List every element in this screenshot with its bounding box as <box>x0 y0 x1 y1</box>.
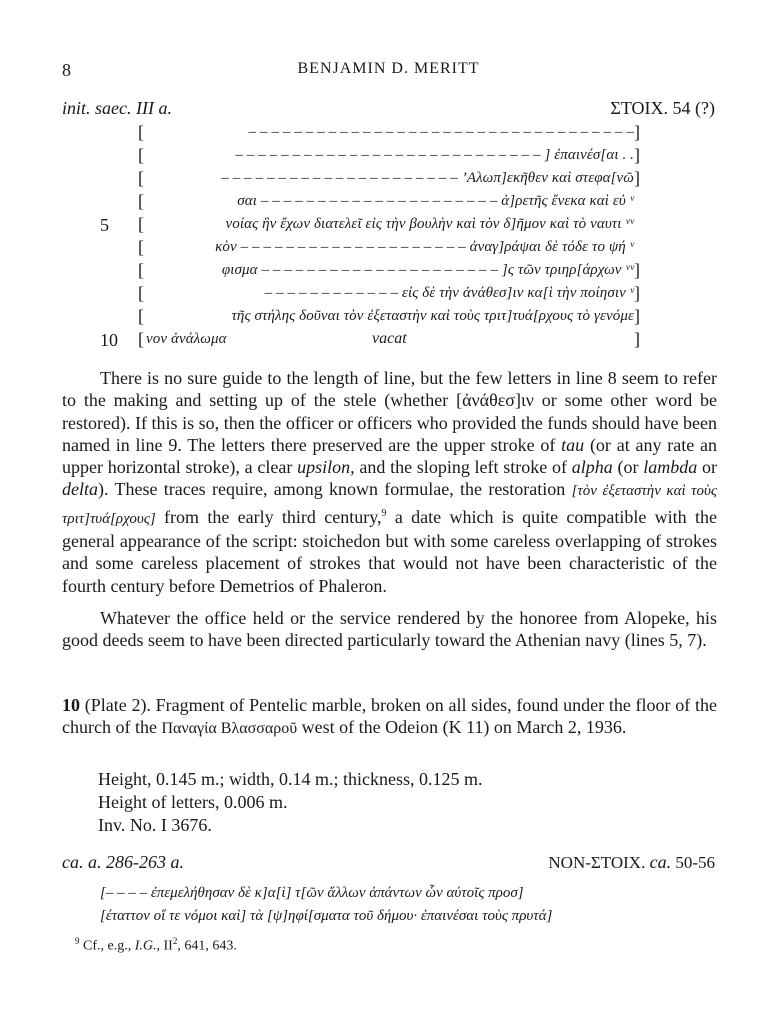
inscription-line <box>0 214 777 237</box>
line-text: κὸν – – – – – – – – – – – – – – – – – – – – ἀναγ]ράψαι δὲ τόδε το ψή ᵛ <box>215 239 634 255</box>
description-text: west of the Odeion (K 11) on March 2, 1936. <box>297 717 627 738</box>
inscription-line <box>0 168 777 191</box>
left-bracket: [ <box>138 214 144 234</box>
stoich-range: 50-56 <box>671 853 715 872</box>
inscription-line <box>0 122 777 145</box>
right-bracket: ] <box>634 283 640 303</box>
greek-restoration: [τὸν ἐξεταστὴν καὶ τοὺς τριτ]τυά[ρχους] <box>62 483 717 527</box>
church-name: Παναγία Βλασσαροῦ <box>161 720 298 738</box>
footnote-ref[interactable]: 9 <box>381 507 387 519</box>
inscription2-line: [έταττον οἵ τε νόμοι καὶ] τὰ [ψ]ηφί[σματα τοῦ δήμου· ἐπαινέσαι τοὺς πρυτά] <box>100 908 553 924</box>
inscription2-date: ca. a. 286-263 a. <box>62 852 184 872</box>
line-text: τῆς στήλης δοῦναι τὸν ἐξεταστὴν καὶ τοὺς τριτ]τυά[ρχους τὸ γενόμε <box>231 308 634 324</box>
inscription-line <box>0 145 777 168</box>
inscription-line <box>0 283 777 306</box>
commentary-text: There is no sure guide to the length of line, but the few letters in line 8 seem to refer to the making and setting up of the stele (whether [ἀνάθεσ]ιν or some other word be restored). If this is so, then the officer or officers who provided the funds should have been named in line 9. The letters there preserved are the upper stroke of <box>62 368 717 455</box>
inscription-line <box>0 237 777 260</box>
inscription-date: init. saec. III a. <box>62 98 172 118</box>
inscription2-text <box>100 882 552 928</box>
inscription-stoich: ΣΤΟΙΧ. 54 (?) <box>610 98 715 118</box>
vacat-note: vacat <box>372 330 407 347</box>
line-text: νοίας ἣν ἔχων διατελεῖ εἰς τὴν βουλὴν καὶ τὸν δ]ῆμον καὶ τὸ ναυτι ᵛᵛ <box>225 216 634 232</box>
commentary-text: ). These traces require, among known formulae, the restoration <box>98 479 572 500</box>
right-bracket: ] <box>634 260 640 280</box>
inscription2-line: [– – – – ἐπεμελήθησαν δὲ κ]α[ὶ] τ[ῶν ἄλλων ἁπάντων ὧν αὐτοῖς προσ] <box>100 885 524 901</box>
commentary-text: (or at any rate an upper horizontal stroke), a clear <box>62 434 717 478</box>
inscription-line <box>0 191 777 214</box>
line-text: σαι – – – – – – – – – – – – – – – – – – – – – ἀ]ρετῆς ἕνεκα καὶ εὐ ᵛ <box>237 193 634 209</box>
left-bracket: [ <box>138 145 144 165</box>
inscription-line <box>0 260 777 283</box>
right-bracket: ] <box>634 306 640 326</box>
term-lambda: lambda <box>643 457 698 478</box>
footnote <box>75 936 237 955</box>
right-bracket: ] <box>634 168 640 188</box>
line-text: νον ἀνάλωμα <box>146 331 227 347</box>
line-text: – – – – – – – – – – – – εἰς δὲ τὴν ἀνάθεσ]ιν κα[ὶ τὴν ποίησιν ᵛ <box>264 285 634 301</box>
left-bracket: [ <box>138 260 144 280</box>
term-delta: delta <box>62 479 98 500</box>
line-number: 5 <box>100 215 109 235</box>
letter-height: Height of letters, 0.006 m. <box>98 792 288 812</box>
left-bracket: [ <box>138 306 144 326</box>
commentary-text: Whatever the office held or the service rendered by the honoree from Alopeke, his good deeds seem to have been directed particularly toward the Athenian navy (lines 5, 7). <box>62 608 717 651</box>
running-head: BENJAMIN D. MERITT <box>297 60 480 77</box>
stoich-ca: ca. <box>649 852 672 872</box>
term-alpha: alpha <box>571 457 613 478</box>
inscription2-stoich <box>548 852 715 873</box>
line-text: φισμα – – – – – – – – – – – – – – – – – – – – – ]ς τῶν τριηρ[άρχων ᵛᵛ <box>221 262 634 278</box>
commentary-text: or <box>697 457 717 478</box>
commentary-text: (or <box>612 457 644 478</box>
term-tau: tau <box>561 434 585 455</box>
commentary-paragraph-2 <box>62 607 717 652</box>
dimensions-line: Height, 0.145 m.; width, 0.14 m.; thickness, 0.125 m. <box>98 769 483 789</box>
stoich-label: NON-ΣΤΟΙΧ. <box>548 853 650 872</box>
right-bracket: ] <box>634 145 640 165</box>
item-number: 10 <box>62 695 80 715</box>
inscription-line <box>0 306 777 329</box>
item-10-description <box>62 694 717 741</box>
line-text: – – – – – – – – – – – – – – – – – – – – – ’Αλωπ]εκῆθεν καὶ στεφα[νῶ <box>221 170 634 186</box>
left-bracket: [ <box>138 237 144 257</box>
commentary-text: a date which is quite compatible with the general appearance of the script: stoichedon but with some careless overlapping of strokes and some careless placement of strokes that would not have been characteristic of the fourth century before Demetrios of Phaleron. <box>62 506 717 596</box>
line-text: – – – – – – – – – – – – – – – – – – – – – – – – – – – ] ἐπαινέσ[αι . . <box>235 147 634 163</box>
footnote-source: I.G. <box>134 938 157 954</box>
page-number: 8 <box>62 60 71 80</box>
line-text: – – – – – – – – – – – – – – – – – – – – – – – – – – – – – – – – – – <box>248 124 634 140</box>
footnote-text: , II <box>156 938 173 954</box>
term-upsilon: upsilon, <box>297 457 355 478</box>
left-bracket: [ <box>138 283 144 303</box>
footnote-superscript: 2 <box>172 936 178 946</box>
line-number: 10 <box>100 330 118 350</box>
left-bracket: [ <box>138 122 144 142</box>
left-bracket: [ <box>138 329 144 349</box>
commentary-text: and the sloping left stroke of <box>354 457 572 478</box>
footnote-text: Cf., e.g., <box>79 938 135 954</box>
inventory-number: Inv. No. I 3676. <box>98 815 212 835</box>
commentary-text: from the early third century, <box>155 506 382 527</box>
inscription-line <box>0 329 777 352</box>
right-bracket: ] <box>634 329 640 349</box>
description-text: (Plate 2). Fragment of Pentelic marble, broken on all sides, found under the floor of the church of the <box>62 695 717 738</box>
left-bracket: [ <box>138 191 144 211</box>
dimensions <box>98 768 483 837</box>
footnote-mark: 9 <box>75 936 80 946</box>
right-bracket: ] <box>634 122 640 142</box>
commentary-paragraph <box>62 367 717 597</box>
footnote-text: , 641, 643. <box>177 938 237 954</box>
left-bracket: [ <box>138 168 144 188</box>
